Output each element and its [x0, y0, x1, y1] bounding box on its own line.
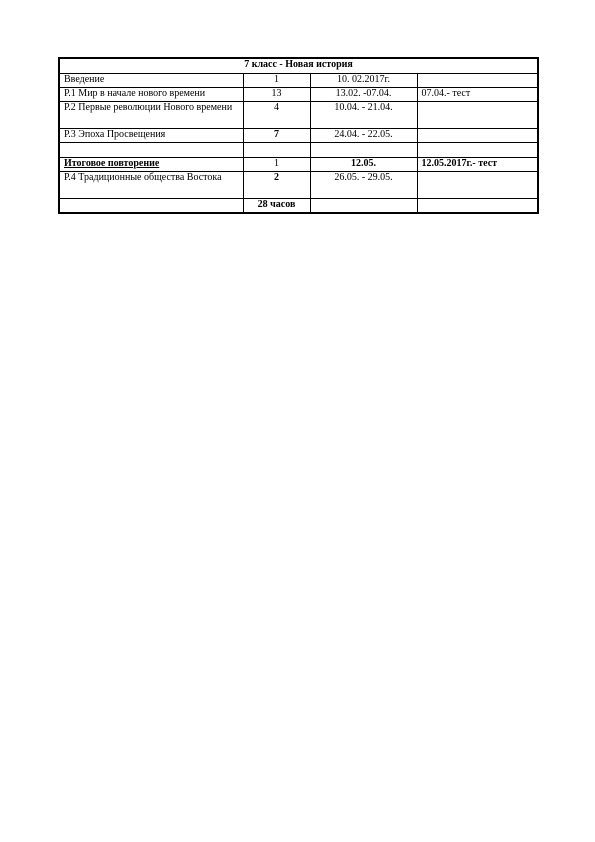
hours-cell: 1	[243, 74, 310, 88]
note-cell	[417, 172, 538, 199]
topic-cell: Р.1 Мир в начале нового времени	[59, 88, 243, 102]
total-empty-cell	[59, 199, 243, 214]
note-cell: 12.05.2017г.- тест	[417, 158, 538, 172]
dates-cell: 13.02. -07.04.	[310, 88, 417, 102]
table-row	[59, 74, 538, 88]
total-empty-cell	[310, 199, 417, 214]
note-cell	[417, 74, 538, 88]
table-title: 7 класс - Новая история	[59, 58, 538, 74]
dates-cell: 10. 02.2017г.	[310, 74, 417, 88]
hours-cell	[243, 143, 310, 158]
hours-cell: 13	[243, 88, 310, 102]
topic-cell: Р.3 Эпоха Просвещения	[59, 129, 243, 143]
table-row	[59, 129, 538, 143]
topic-cell	[59, 143, 243, 158]
table-total-row	[59, 199, 538, 214]
table-row-empty	[59, 143, 538, 158]
table-title-row	[59, 58, 538, 74]
dates-cell	[310, 143, 417, 158]
topic-cell: Итоговое повторение	[59, 158, 243, 172]
table-row	[59, 158, 538, 172]
hours-cell: 4	[243, 102, 310, 129]
note-cell	[417, 102, 538, 129]
hours-cell: 1	[243, 158, 310, 172]
dates-cell: 24.04. - 22.05.	[310, 129, 417, 143]
topic-cell: Р.4 Традиционные общества Востока	[59, 172, 243, 199]
topic-cell: Р.2 Первые революции Нового времени	[59, 102, 243, 129]
topic-cell: Введение	[59, 74, 243, 88]
table-row	[59, 88, 538, 102]
hours-cell: 2	[243, 172, 310, 199]
table-row	[59, 102, 538, 129]
history-schedule-document	[58, 57, 537, 214]
dates-cell: 10.04. - 21.04.	[310, 102, 417, 129]
note-cell	[417, 129, 538, 143]
total-empty-cell	[417, 199, 538, 214]
note-cell: 07.04.- тест	[417, 88, 538, 102]
table-row	[59, 172, 538, 199]
note-cell	[417, 143, 538, 158]
dates-cell: 12.05.	[310, 158, 417, 172]
schedule-table	[58, 57, 539, 214]
total-hours-cell: 28 часов	[243, 199, 310, 214]
hours-cell: 7	[243, 129, 310, 143]
dates-cell: 26.05. - 29.05.	[310, 172, 417, 199]
